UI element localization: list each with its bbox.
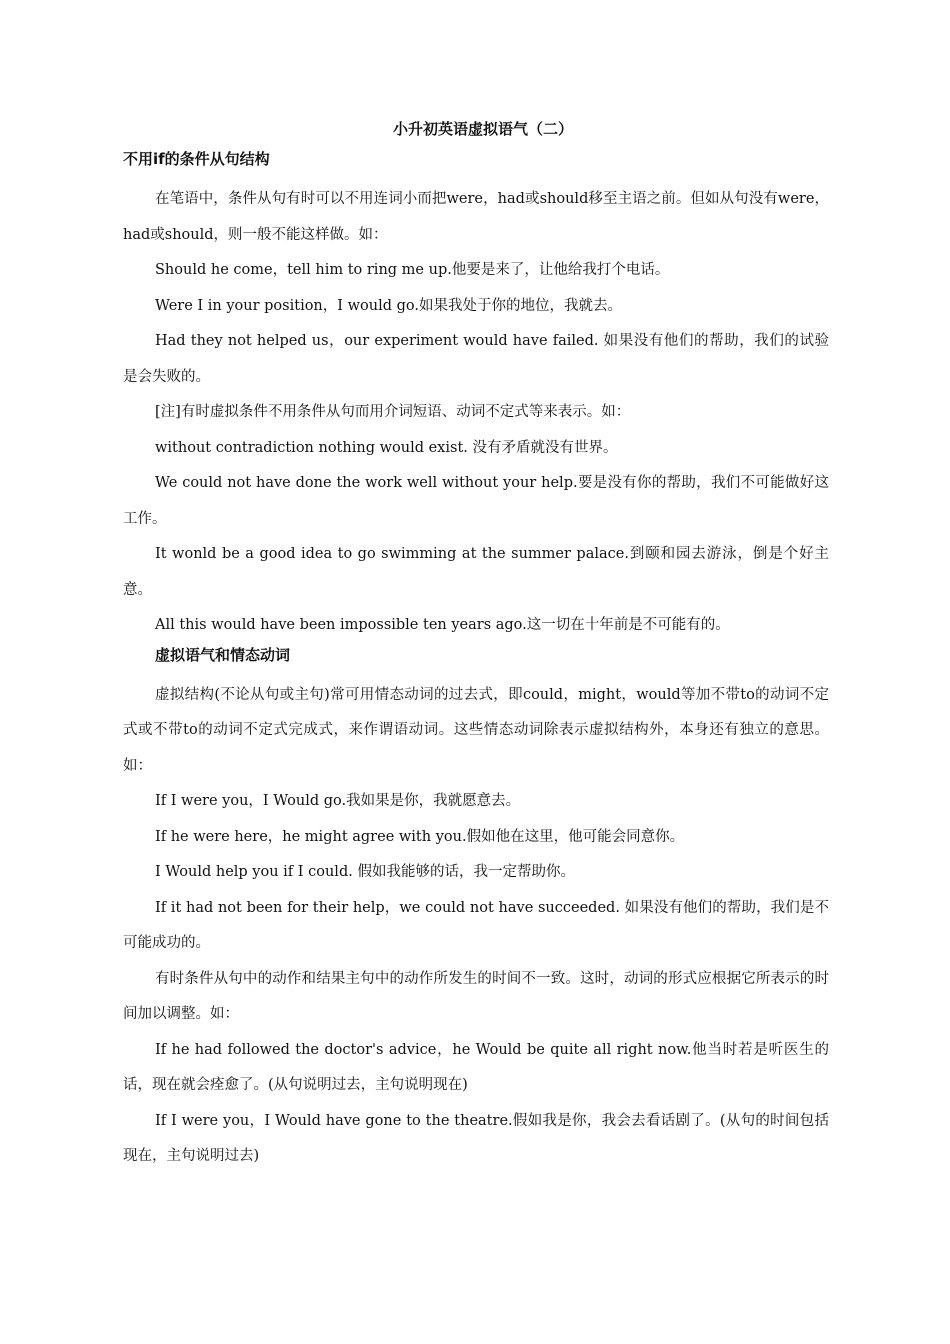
section-heading-modal-verbs: 虚拟语气和情态动词 [155,645,291,664]
example-sentence: If I were you，I Would have gone to the theatre.假如我是你，我会去看话剧了。(从句的时间包括现在，主句说明过去) [123,1112,829,1164]
paragraph: 在笔语中，条件从句有时可以不用连词小而把were，had或should移至主语之前。但如从句没有were，had或should，则一般不能这样做。如： [123,191,829,243]
note-paragraph: [注]有时虚拟条件不用条件从句而用介词短语、动词不定式等来表示。如： [155,404,631,420]
page-title: 小升初英语虚拟语气（二） [392,120,573,138]
document-page [123,118,829,1175]
example-sentence: If I were you，I Would go.我如果是你，我就愿意去。 [155,793,521,809]
example-sentence: I Would help you if I could. 假如我能够的话，我一定帮助你。 [155,864,575,880]
example-sentence: We could not have done the work well without your help.要是没有你的帮助，我们不可能做好这工作。 [123,475,829,527]
example-sentence: without contradiction nothing would exist. 没有矛盾就没有世界。 [155,439,618,456]
paragraph: 虚拟结构(不论从句或主句)常可用情态动词的过去式，即could，might，would等加不带to的动词不定式或不带to的动词不定式完成式，来作谓语动词。这些情态动词除表示虚拟结构外，本身还有独立的意思。如： [123,686,829,774]
example-sentence: It wonld be a good idea to go swimming at the summer palace.到颐和园去游泳，倒是个好主意。 [123,546,829,598]
section-heading-no-if: 不用if的条件从句结构 [123,150,270,168]
example-sentence: Had they not helped us，our experiment would have failed. 如果没有他们的帮助，我们的试验是会失败的。 [123,333,829,385]
example-sentence: Should he come，tell him to ring me up.他要是来了，让他给我打个电话。 [155,262,670,278]
example-sentence: If he were here，he might agree with you.假如他在这里，他可能会同意你。 [155,828,685,845]
example-sentence: All this would have been impossible ten years ago.这一切在十年前是不可能有的。 [155,617,730,633]
example-sentence: Were I in your position，I would go.如果我处于你的地位，我就去。 [155,297,622,314]
paragraph: 有时条件从句中的动作和结果主句中的动作所发生的时间不一致。这时，动词的形式应根据它所表示的时间加以调整。如： [123,970,829,1022]
example-sentence: If he had followed the doctor's advice，he Would be quite all right now.他当时若是听医生的话，现在就会痊愈了。(从句说明过去，主句说明现在) [123,1041,829,1093]
example-sentence: If it had not been for their help，we could not have succeeded. 如果没有他们的帮助，我们是不可能成功的。 [123,899,829,951]
